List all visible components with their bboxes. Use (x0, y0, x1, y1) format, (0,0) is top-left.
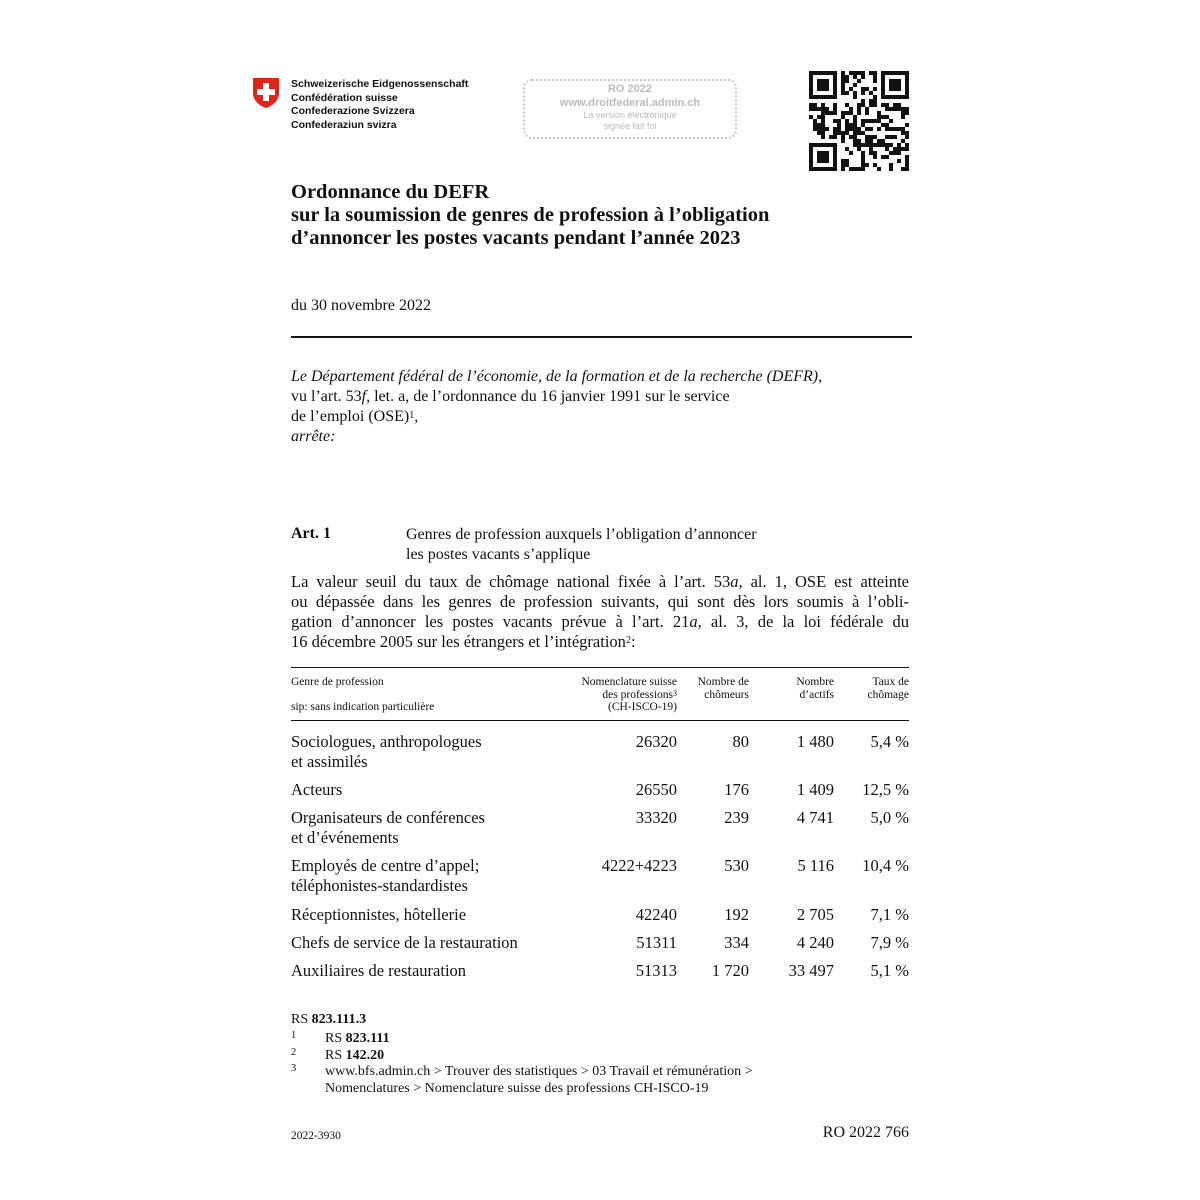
body-italic: a (689, 612, 698, 631)
header-actifs-line-2: d’actifs (799, 688, 834, 701)
cell-genre (291, 732, 482, 772)
vu-text-italic: f, (361, 388, 371, 405)
cell-actifs: 1 480 (796, 732, 834, 751)
title-line-1: Ordonnance du DEFR (291, 181, 490, 203)
body-text: La valeur seuil du taux de chômage national fixée à l’art. 53 (291, 572, 731, 591)
cell-taux: 10,4 % (862, 856, 909, 875)
article-body-line-4 (291, 632, 909, 652)
header-chomeurs-line-2: chômeurs (704, 688, 749, 701)
header-nomenclature (552, 676, 677, 714)
header-nomenclature-line-1: Nomenclature suisse (581, 676, 677, 688)
article-number: Art. 1 (291, 525, 331, 542)
article-body-line-3 (291, 612, 909, 632)
article-body-line-1 (291, 572, 909, 592)
confederation-name-it: Confederazione Svizzera (291, 105, 415, 117)
vu-text-end: , (414, 408, 419, 425)
cell-code: 33320 (635, 808, 677, 827)
cell-genre-line-1: Acteurs (291, 780, 343, 799)
preamble-legal-basis-1 (291, 387, 822, 407)
ro-reference: RO 2022 766 (822, 1124, 909, 1141)
header-sip-note: sip: sans indication particulière (291, 701, 435, 713)
confederation-name-rm: Confederaziun svizra (291, 118, 397, 131)
cell-taux: 5,0 % (870, 808, 909, 827)
body-text: , al. 1, OSE est atteinte (738, 572, 910, 591)
footnotes (291, 1031, 753, 1097)
cell-code: 4222+4223 (601, 856, 677, 875)
table-header-rule (291, 720, 909, 721)
confederation-name-fr: Confédération suisse (291, 91, 398, 104)
vu-text-line2: de l’emploi (OSE) (291, 408, 410, 425)
stamp-url: www.droitfederal.admin.ch (559, 97, 701, 109)
cell-code: 26320 (635, 732, 677, 751)
cell-genre (291, 961, 466, 981)
article-body (291, 572, 909, 652)
confederation-name-de: Schweizerische Eidgenossenschaft (291, 78, 469, 90)
footnote-text (325, 1048, 753, 1065)
preamble (291, 367, 822, 447)
header-taux (845, 676, 909, 701)
title-line-3: d’annoncer les postes vacants pendant l’année 2023 (291, 227, 741, 249)
cell-genre-line-1: Employés de centre d’appel; (291, 856, 480, 875)
header-nomenclature-line-2 (552, 689, 677, 702)
cell-taux: 5,4 % (870, 732, 909, 751)
header-actifs (764, 676, 834, 701)
body-text: gation d’annoncer les postes vacants prévue à l’art. 21 (291, 612, 690, 631)
stamp-note-2: signée fait foi (603, 121, 657, 131)
article-title-line-1: Genres de profession auxquels l’obligation d’annoncer (406, 526, 757, 543)
footnote-3 (291, 1064, 753, 1097)
preamble-authority: Le Département fédéral de l’économie, de la formation et de la recherche (DEFR), (291, 368, 823, 385)
article-title-line-2: les postes vacants s’applique (406, 546, 591, 563)
footnote-1 (291, 1031, 753, 1048)
cell-actifs: 2 705 (796, 905, 834, 924)
preamble-legal-basis-2 (291, 407, 822, 427)
body-italic: a (730, 572, 739, 591)
cell-genre-line-1: Sociologues, anthropologues (291, 732, 482, 751)
cell-code: 51311 (636, 933, 677, 952)
article-title (406, 525, 757, 565)
footnote-number: 3 (291, 1063, 297, 1074)
cell-genre-line-2: et d’événements (291, 828, 399, 847)
cell-genre-line-2: téléphonistes-standardistes (291, 876, 468, 895)
footnote-ref-2[interactable]: 2 (625, 635, 631, 646)
authenticity-stamp (523, 79, 737, 139)
cell-genre-line-2: et assimilés (291, 752, 368, 771)
cell-chomeurs: 1 720 (711, 961, 749, 980)
rs-value: 823.111.3 (311, 1012, 367, 1027)
header-taux-line-1: Taux de (872, 676, 909, 688)
article-body-line-2: ou dépassée dans les genres de profession suivants, qui sont dès lors soumis à l’obli- (291, 592, 909, 611)
cell-actifs: 1 409 (796, 780, 834, 799)
cell-actifs: 33 497 (788, 961, 834, 980)
header-nomenclature-line-3: (CH-ISCO-19) (608, 701, 677, 713)
footnote-ref-3[interactable]: 3 (673, 688, 677, 698)
confederation-names (291, 78, 468, 132)
cell-code: 42240 (635, 905, 677, 924)
cell-genre-line-1: Chefs de service de la restauration (291, 933, 518, 952)
cell-chomeurs: 239 (724, 808, 749, 827)
body-text: : (630, 632, 636, 651)
swiss-cross-icon (252, 77, 280, 109)
header-taux-line-2: chômage (867, 688, 909, 701)
header-chomeurs-line-1: Nombre de (697, 676, 749, 688)
footnote-text (325, 1031, 753, 1048)
cell-taux: 7,9 % (870, 933, 909, 952)
rs-number (291, 1012, 366, 1028)
footnote-number: 2 (291, 1046, 297, 1058)
footnote-link[interactable]: www.bfs.admin.ch > Trouver des statistiques > 03 Travail et rémunération > (325, 1064, 753, 1079)
cell-actifs: 4 741 (796, 808, 834, 827)
header-chomeurs (682, 676, 749, 701)
vu-text-post: let. a, de l’ordonnance du 16 janvier 1991 sur le service (370, 388, 730, 405)
cell-genre (291, 808, 485, 848)
cell-genre-line-1: Réceptionnistes, hôtellerie (291, 905, 467, 924)
table-top-rule (291, 667, 909, 668)
header-genre: Genre de profession (291, 676, 384, 688)
cell-taux: 12,5 % (862, 780, 909, 799)
footnote-link-cont[interactable]: Nomenclatures > Nomenclature suisse des professions CH-ISCO-19 (325, 1080, 709, 1096)
cell-genre-line-1: Organisateurs de conférences (291, 808, 485, 827)
qr-code-icon (809, 71, 909, 171)
header-actifs-line-1: Nombre (796, 676, 834, 688)
cell-genre (291, 933, 518, 953)
document-title (291, 181, 769, 250)
cell-chomeurs: 80 (732, 732, 749, 751)
footnote-number: 1 (291, 1030, 297, 1041)
cell-genre (291, 856, 479, 896)
cell-taux: 7,1 % (870, 905, 909, 924)
footnote-prefix: RS (325, 1047, 346, 1063)
footnote-2 (291, 1048, 753, 1065)
footnote-prefix: RS (325, 1031, 346, 1046)
cell-genre (291, 780, 342, 800)
rs-prefix: RS (291, 1012, 312, 1027)
footnote-ref-1[interactable]: 1 (409, 410, 415, 421)
stamp-note-1: La version électronique (583, 110, 677, 120)
body-text: 16 décembre 2005 sur les étrangers et l’intégration (291, 632, 626, 651)
cell-genre-line-1: Auxiliaires de restauration (291, 961, 467, 980)
stamp-ro: RO 2022 (607, 83, 653, 95)
vu-text-pre: vu l’art. 53 (291, 388, 362, 405)
cell-code: 51313 (635, 961, 677, 980)
footnote-rs: 823.111 (345, 1031, 390, 1046)
cell-chomeurs: 176 (724, 780, 749, 799)
body-text: , al. 3, de la loi fédérale du (697, 612, 909, 631)
cell-code: 26550 (635, 780, 677, 799)
cell-genre (291, 905, 466, 925)
title-line-2: sur la soumission de genres de profession à l’obligation (291, 204, 770, 226)
cell-chomeurs: 334 (724, 933, 749, 952)
title-divider (291, 336, 912, 338)
cell-chomeurs: 192 (724, 905, 749, 924)
preamble-arrete: arrête: (291, 428, 336, 445)
cell-chomeurs: 530 (724, 856, 749, 875)
cell-taux: 5,1 % (870, 961, 909, 980)
footnote-rs: 142.20 (345, 1047, 385, 1063)
document-id: 2022-3930 (291, 1130, 341, 1142)
header-nomenclature-text: des professions (602, 688, 673, 701)
cell-actifs: 5 116 (797, 856, 834, 875)
document-date: du 30 novembre 2022 (291, 297, 431, 314)
cell-actifs: 4 240 (796, 933, 834, 952)
